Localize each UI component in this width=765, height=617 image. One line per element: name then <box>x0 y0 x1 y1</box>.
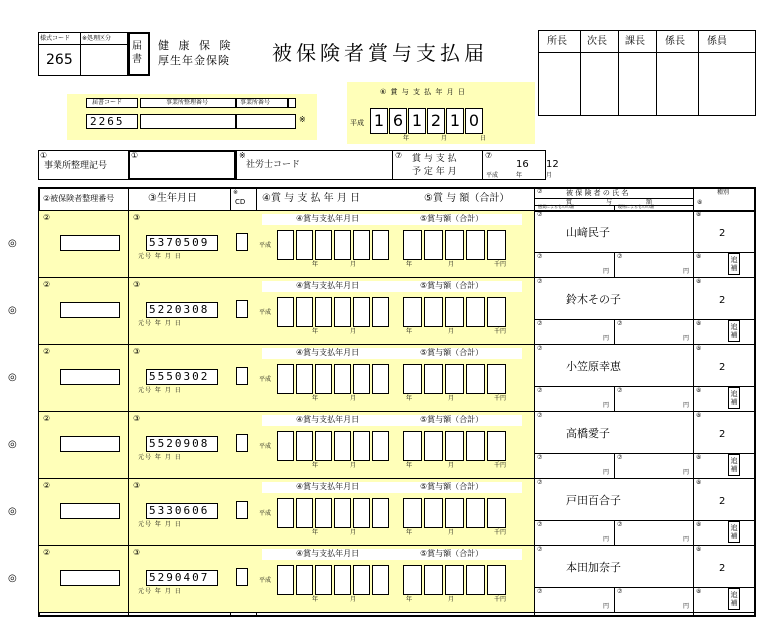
row-circle-icon: ◎ <box>8 372 17 383</box>
pay-date-box[interactable] <box>277 431 294 461</box>
pay-date-box[interactable] <box>296 498 313 528</box>
amount-box[interactable] <box>424 565 443 595</box>
plan-label-1: 賞 与 支 払 <box>412 154 457 164</box>
pay-date-box[interactable] <box>296 297 313 327</box>
amount-box[interactable] <box>424 297 443 327</box>
type-value: 2 <box>719 429 726 440</box>
amount-box[interactable] <box>487 498 506 528</box>
type-value: 2 <box>719 295 726 306</box>
form-code-value: 265 <box>46 52 73 68</box>
amount-box[interactable] <box>487 297 506 327</box>
pay-date-box[interactable] <box>353 230 370 260</box>
office-number-label: 事業所整理番号 <box>166 99 209 106</box>
amount-box[interactable] <box>487 364 506 394</box>
pay-date-digit-box[interactable]: 1 <box>408 108 426 134</box>
pay-date-box[interactable] <box>296 565 313 595</box>
amount-box[interactable] <box>403 297 422 327</box>
supplement-stamp: 追補 <box>728 521 740 543</box>
stamp-shocho: 所長 <box>547 36 567 47</box>
sharoshi-label: 社労士コード <box>246 160 301 170</box>
pay-date-box[interactable] <box>372 498 389 528</box>
office-number-field[interactable] <box>140 114 236 129</box>
type-value: 2 <box>719 362 726 373</box>
pay-date-box[interactable] <box>277 565 294 595</box>
amount-box[interactable] <box>466 498 485 528</box>
amount-box[interactable] <box>424 431 443 461</box>
amount-box[interactable] <box>403 364 422 394</box>
supplement-stamp: 追補 <box>728 320 740 342</box>
process-label: ※処理区分 <box>82 35 112 42</box>
cd-field[interactable] <box>236 367 248 385</box>
col-name: 被 保 険 者 の 氏 名 <box>566 189 629 197</box>
pay-date-digit-box[interactable]: 2 <box>427 108 445 134</box>
supplement-stamp: 追補 <box>728 588 740 610</box>
amount-box[interactable] <box>424 498 443 528</box>
type-value: 2 <box>719 228 726 239</box>
birth-date-field[interactable]: 5330606 <box>146 503 218 519</box>
pay-date-box[interactable] <box>353 498 370 528</box>
pay-date-box[interactable] <box>372 297 389 327</box>
col-insured-no: ②被保険者整理番号 <box>43 194 115 203</box>
pay-date-box[interactable] <box>315 565 332 595</box>
amount-box[interactable] <box>445 565 464 595</box>
insurance-line1: 健 康 保 険 <box>158 39 234 52</box>
amount-box[interactable] <box>466 565 485 595</box>
amount-box[interactable] <box>466 297 485 327</box>
amount-box[interactable] <box>403 498 422 528</box>
cd-field[interactable] <box>236 233 248 251</box>
cd-field[interactable] <box>236 568 248 586</box>
amount-box[interactable] <box>403 431 422 461</box>
pay-date-box[interactable] <box>315 498 332 528</box>
stamp-kakariin: 係員 <box>707 36 727 47</box>
pay-date-box[interactable] <box>372 565 389 595</box>
amount-box[interactable] <box>424 230 443 260</box>
pay-date-box[interactable] <box>372 230 389 260</box>
insured-name: 高橋愛子 <box>566 427 610 440</box>
row-circle-icon: ◎ <box>8 439 17 450</box>
birth-date-field[interactable]: 5290407 <box>146 570 218 586</box>
pay-date-box[interactable] <box>334 297 351 327</box>
pay-date-box[interactable] <box>334 364 351 394</box>
pay-date-box[interactable] <box>372 364 389 394</box>
pay-date-box[interactable] <box>296 431 313 461</box>
pay-date-box[interactable] <box>353 364 370 394</box>
birth-date-field[interactable]: 5520908 <box>146 436 218 452</box>
plan-year: 16 <box>516 159 529 170</box>
insured-name: 小笠原幸恵 <box>566 360 621 373</box>
pay-date-box[interactable] <box>334 431 351 461</box>
amount-box[interactable] <box>424 364 443 394</box>
amount-box[interactable] <box>466 364 485 394</box>
form-code-label: 様式コード <box>40 35 71 42</box>
pay-date-box[interactable] <box>277 498 294 528</box>
cd-field[interactable] <box>236 434 248 452</box>
pay-date-digit-box[interactable]: 1 <box>446 108 464 134</box>
stamp-kakaricho: 係長 <box>665 36 685 47</box>
insured-no-field[interactable] <box>60 436 120 452</box>
pay-date-box[interactable] <box>315 431 332 461</box>
pay-date-box[interactable] <box>353 565 370 595</box>
birth-date-field[interactable]: 5550302 <box>146 369 218 385</box>
amount-box[interactable] <box>445 498 464 528</box>
amount-box[interactable] <box>487 431 506 461</box>
office-no-field[interactable] <box>236 114 296 129</box>
row-circle-icon: ◎ <box>8 573 17 584</box>
pay-date-digit-box[interactable]: 6 <box>389 108 407 134</box>
col-cd: CD <box>235 198 246 206</box>
office-no-label: 事業所番号 <box>240 99 271 106</box>
amount-box[interactable] <box>487 230 506 260</box>
amount-box[interactable] <box>445 230 464 260</box>
todoke-code-label: 届書コード <box>92 99 123 106</box>
pay-date-box[interactable] <box>296 230 313 260</box>
supplement-stamp: 追補 <box>728 454 740 476</box>
supplement-stamp: 追補 <box>728 253 740 275</box>
pay-date-digit-box[interactable]: 1 <box>370 108 388 134</box>
col-amount: ⑤賞 与 額（合計） <box>424 193 510 204</box>
plan-label-2: 予 定 年 月 <box>412 167 457 177</box>
insured-no-field[interactable] <box>60 235 120 251</box>
insured-name: 山﨑民子 <box>566 226 610 239</box>
pay-date-box[interactable] <box>334 230 351 260</box>
pay-date-box[interactable] <box>315 364 332 394</box>
insured-no-field[interactable] <box>60 369 120 385</box>
amount-box[interactable] <box>403 230 422 260</box>
plan-month: 12 <box>546 159 559 170</box>
office-code-label: 事業所整理記号 <box>44 161 108 171</box>
pay-date-box[interactable] <box>353 431 370 461</box>
pay-date-box[interactable] <box>277 297 294 327</box>
amount-box[interactable] <box>466 431 485 461</box>
birth-date-field[interactable]: 5220308 <box>146 302 218 318</box>
col-pay-date: ④賞 与 支 払 年 月 日 <box>262 193 361 204</box>
row-circle-icon: ◎ <box>8 238 17 249</box>
pay-date-box[interactable] <box>315 297 332 327</box>
type-value: 2 <box>719 563 726 574</box>
pay-date-box[interactable] <box>372 431 389 461</box>
amount-box[interactable] <box>487 565 506 595</box>
cd-field[interactable] <box>236 501 248 519</box>
pay-date-label: ⑥ 賞 与 支 払 年 月 日 <box>380 88 466 96</box>
birth-date-field[interactable]: 5370509 <box>146 235 218 251</box>
stamp-kacho: 課長 <box>625 36 645 47</box>
cd-field[interactable] <box>236 300 248 318</box>
amount-box[interactable] <box>403 565 422 595</box>
supplement-stamp: 追補 <box>728 387 740 409</box>
insured-name: 鈴木その子 <box>566 293 621 306</box>
pay-date-box[interactable] <box>315 230 332 260</box>
amount-box[interactable] <box>445 364 464 394</box>
row-circle-icon: ◎ <box>8 305 17 316</box>
insured-name: 戸田百合子 <box>566 494 621 507</box>
pay-date-box[interactable] <box>334 565 351 595</box>
pay-date-box[interactable] <box>296 364 313 394</box>
type-value: 2 <box>719 496 726 507</box>
amount-box[interactable] <box>445 431 464 461</box>
insured-no-field[interactable] <box>60 302 120 318</box>
insured-name: 本田加奈子 <box>566 561 621 574</box>
stamp-jicho: 次長 <box>587 36 607 47</box>
insured-no-field[interactable] <box>60 503 120 519</box>
todoke-code-value: 2265 <box>90 115 125 128</box>
pay-date-box[interactable] <box>353 297 370 327</box>
pay-date-box[interactable] <box>277 364 294 394</box>
col-gender: 種別 <box>717 189 730 196</box>
pay-date-box[interactable] <box>334 498 351 528</box>
pay-date-digit-box[interactable]: 0 <box>465 108 483 134</box>
col-birth: ③生年月日 <box>148 193 197 204</box>
row-circle-icon: ◎ <box>8 506 17 517</box>
pay-date-box[interactable] <box>277 230 294 260</box>
amount-box[interactable] <box>445 297 464 327</box>
insured-no-field[interactable] <box>60 570 120 586</box>
page-title: 被保険者賞与支払届 <box>272 41 488 65</box>
insurance-line2: 厚生年金保険 <box>158 54 230 67</box>
amount-box[interactable] <box>466 230 485 260</box>
todoke-label: 届書 <box>132 41 142 65</box>
